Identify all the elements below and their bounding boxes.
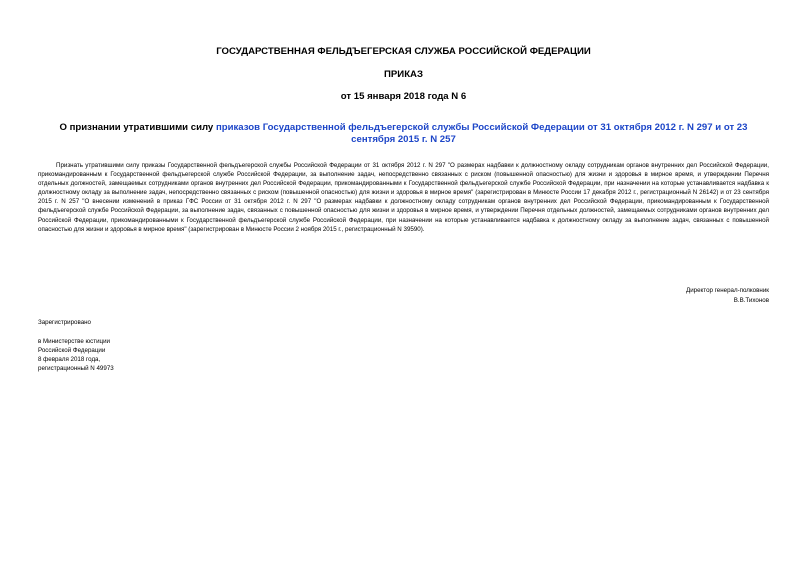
registration-line: в Министерстве юстиции (38, 337, 111, 345)
registration-block (38, 318, 114, 374)
registration-line: регистрационный N 49973 (38, 365, 114, 373)
document-title (38, 122, 769, 146)
signatory-name: В.В.Тихонов (733, 296, 769, 304)
signatory-position: Директор генерал-полковник (686, 287, 769, 294)
registration-line: Российской Федерации (38, 346, 106, 354)
title-link[interactable]: приказов Государственной фельдъегерской службы Российской Федерации от 31 октября 2012 г. N 297 и от 23 сентября 2015 г. N 257 (215, 122, 748, 145)
document-type-heading: ПРИКАЗ (384, 69, 423, 80)
document-date-number: от 15 января 2018 года N 6 (340, 91, 467, 102)
registration-spacer (38, 327, 114, 336)
organization-heading: ГОСУДАРСТВЕННАЯ ФЕЛЬДЪЕГЕРСКАЯ СЛУЖБА РОССИЙСКОЙ ФЕДЕРАЦИИ (216, 46, 591, 57)
registration-line: Зарегистрировано (38, 319, 91, 326)
registration-line: 8 февраля 2018 года, (38, 356, 101, 364)
title-prefix: О признании утратившими силу (59, 122, 216, 133)
body-paragraph: Признать утратившими силу приказы Государственной фельдъегерской службы Российской Федерации от 31 октября 2012 г. N 297 "О размерах надбавки к должностному окладу сотрудникам органов внутренних дел Российской Федерации, прикомандированным к Государственной фельдъегерской службе Российской Федерации, за выполнение задач, непосредственно связанных с риском (повышенной опасностью) для жизни и здоровья в мирное время, и утверждении Перечня отдельных должностей, замещаемых сотрудниками органов внутренних дел Российской Федерации, прикомандированными к Государственной фельдъегерской службе Российской Федерации, при назначении на которые устанавливается надбавка к должностному окладу за выполнение задач, непосредственно связанных с риском (повышенной опасностью) для жизни и здоровья в мирное время" (зарегистрирован в Минюсте России 17 декабря 2012 г., регистрационный N 26142) и от 23 сентября 2015 г. N 257 "О внесении изменений в приказ ГФС России от 31 октября 2012 г. N 297 "О размерах надбавки к должностному окладу сотрудникам органов внутренних дел Российской Федерации, прикомандированным к Государственной фельдъегерской службе Российской Федерации, за выполнение задач, связанных с повышенной опасностью для жизни и здоровья в мирное время, и утверждении Перечня отдельных должностей, замещаемых сотрудниками органов внутренних дел Российской Федерации, прикомандированными к Государственной фельдъегерской службе Российской Федерации, при назначении на которые устанавливается надбавка к должностному окладу за выполнение задач, связанных с повышенной опасностью для жизни и здоровья в мирное время" (зарегистрирован в Минюсте России 2 ноября 2015 г., регистрационный N 39590). (38, 162, 769, 233)
signature-block (686, 286, 769, 305)
